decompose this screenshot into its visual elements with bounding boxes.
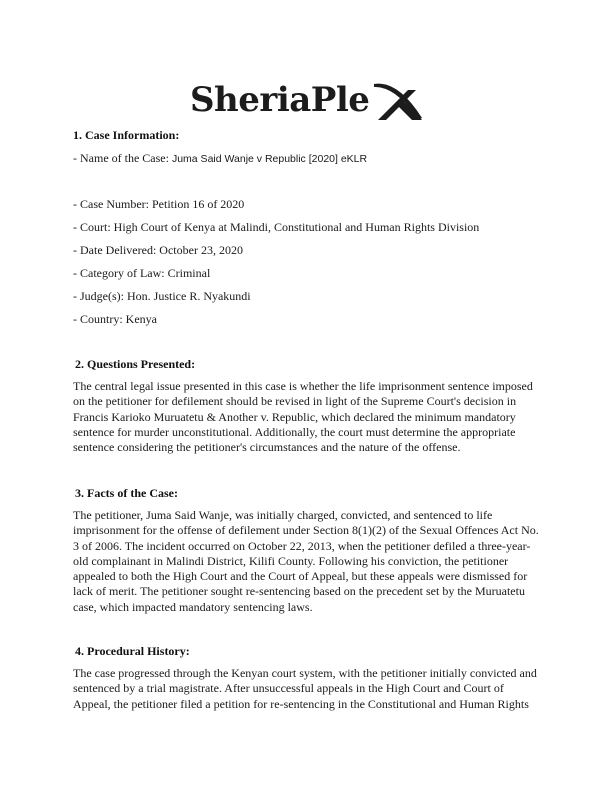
paragraph-line: lack of merit. The petitioner sought re-sentencing based on the precedent set by the Muruatetu <box>73 584 525 599</box>
section-heading-facts: 3. Facts of the Case: <box>75 486 178 500</box>
paragraph-line: sentence for murder unconstitutional. Additionally, the court must determine the appropriate <box>73 424 516 439</box>
facts-paragraph <box>73 508 543 615</box>
x-swoosh-icon <box>372 78 424 122</box>
paragraph-line: case, which impacted mandatory sentencing laws. <box>73 599 313 614</box>
sheriaplex-logo <box>190 76 425 124</box>
date-delivered-field: - Date Delivered: October 23, 2020 <box>73 243 243 257</box>
category-of-law-field: - Category of Law: Criminal <box>73 266 211 280</box>
paragraph-line: sentenced by a trial magistrate. After unsuccessful appeals in the High Court and Court of <box>73 681 504 696</box>
logo-wordmark: SheriaPle <box>190 80 370 120</box>
paragraph-line: appealed to both the High Court and the Court of Appeal, but these appeals were dismissed for <box>73 569 528 584</box>
questions-presented-paragraph <box>73 379 543 455</box>
case-number-field: - Case Number: Petition 16 of 2020 <box>73 197 245 211</box>
case-name-field <box>73 151 367 166</box>
paragraph-line: The central legal issue presented in this case is whether the life imprisonment sentence imposed <box>73 379 533 393</box>
procedural-history-paragraph <box>73 666 543 712</box>
paragraph-line: The petitioner, Juma Said Wanje, was initially charged, convicted, and sentenced to life <box>73 508 493 522</box>
paragraph-line: old complainant in Malindi District, Kilifi County. Following his conviction, the petitioner <box>73 553 509 568</box>
case-name-label: - Name of the Case: <box>73 151 172 165</box>
paragraph-line: 3 of 2006. The incident occurred on October 22, 2013, when the petitioner defiled a three-year- <box>73 538 531 553</box>
paragraph-line: Francis Karioko Muruatetu & Another v. Republic, which declared the minimum mandatory <box>73 409 516 424</box>
judges-field: - Judge(s): Hon. Justice R. Nyakundi <box>73 289 251 303</box>
section-heading-questions-presented: 2. Questions Presented: <box>75 357 196 371</box>
paragraph-line: sentence considering the petitioner's circumstances and the nature of the offense. <box>73 440 461 455</box>
paragraph-line: Appeal, the petitioner filed a petition for re-sentencing in the Constitutional and Human Rights <box>73 696 529 711</box>
paragraph-line: on the petitioner for defilement should be revised in light of the Supreme Court's decision in <box>73 394 517 409</box>
court-field: - Court: High Court of Kenya at Malindi, Constitutional and Human Rights Division <box>73 220 480 234</box>
paragraph-line: The case progressed through the Kenyan court system, with the petitioner initially convicted and <box>73 666 537 680</box>
section-heading-case-information: 1. Case Information: <box>73 128 180 142</box>
section-heading-procedural-history: 4. Procedural History: <box>75 644 190 658</box>
paragraph-line: imprisonment for the offense of defilement under Section 8(1)(2) of the Sexual Offences Act No. <box>73 523 539 538</box>
country-field: - Country: Kenya <box>73 312 157 326</box>
case-name-value: Juma Said Wanje v Republic [2020] eKLR <box>171 153 368 165</box>
